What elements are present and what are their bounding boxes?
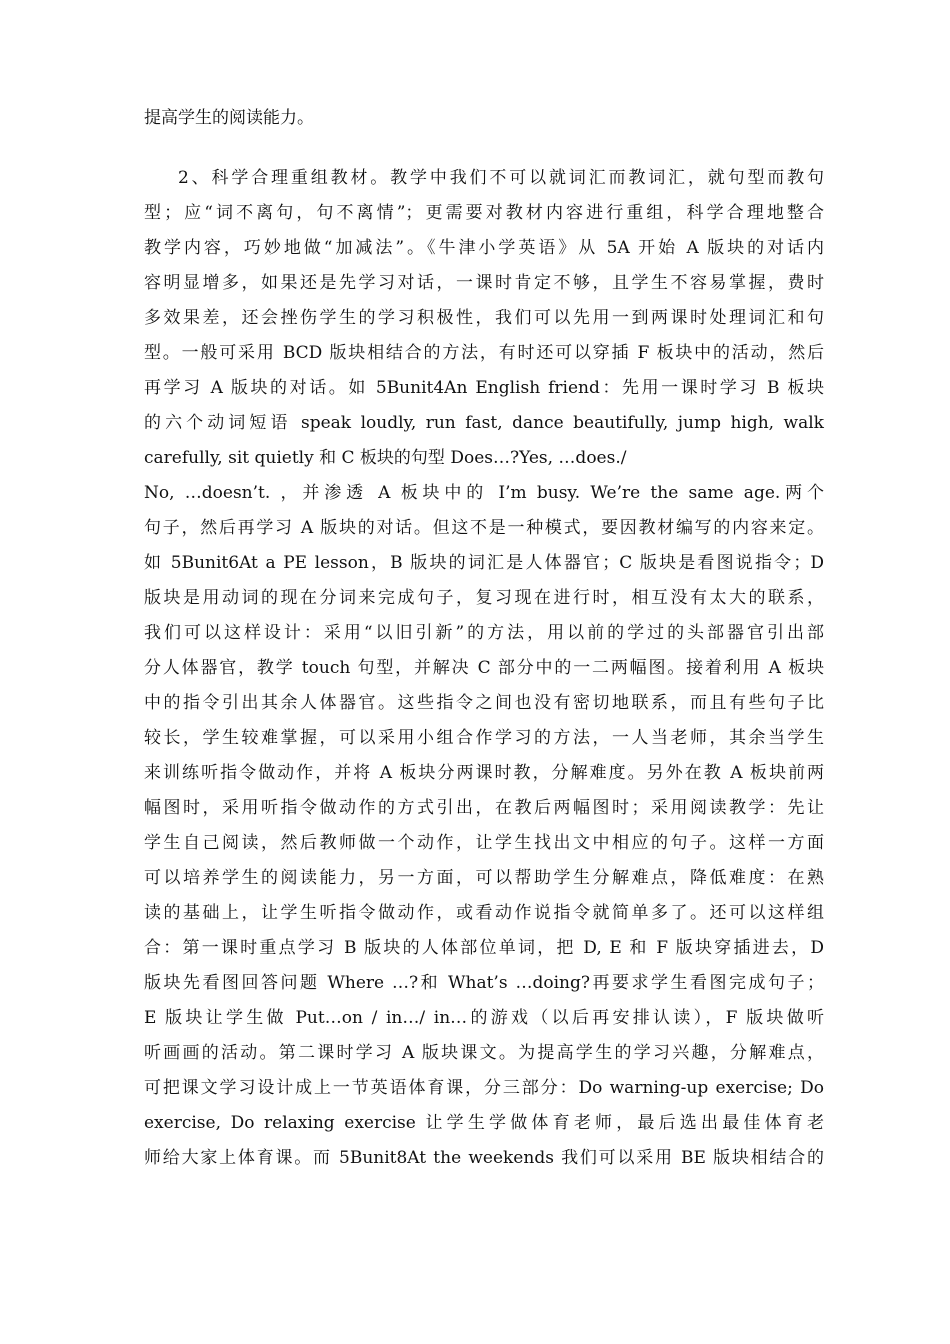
text-line: 师给大家上体育课。而 5Bunit8At the weekends 我们可以采用 BE 版块相结合的: [144, 1148, 824, 1168]
text-line: 的六个动词短语 speak loudly, run fast, dance beautifully, jump high, walk: [144, 413, 824, 433]
text-line: 较长，学生较难掌握，可以采用小组合作学习的方法，一人当老师，其余当学生: [144, 728, 824, 748]
paragraph-restructure-textbook: [144, 161, 824, 1176]
text-line: 听画画的活动。第二课时学习 A 版块课文。为提高学生的学习兴趣，分解难点，: [144, 1043, 824, 1063]
text-line: exercise, Do relaxing exercise 让学生学做体育老师，最后选出最佳体育老: [144, 1113, 824, 1133]
text-line: 型。一般可采用 BCD 版块相结合的方法，有时还可以穿插 F 板块中的活动，然后: [144, 343, 824, 363]
text-line: 幅图时，采用听指令做动作的方式引出，在教后两幅图时；采用阅读教学：先让: [144, 798, 824, 818]
text-line: 版块是用动词的现在分词来完成句子，复习现在进行时，相互没有太大的联系，: [144, 588, 824, 608]
text-line: 2、科学合理重组教材。教学中我们不可以就词汇而教词汇，就句型而教句: [178, 168, 824, 188]
text-line: E 版块让学生做 Put…on / in…/ in…的游戏（以后再安排认读），F 版块做听: [144, 1008, 824, 1028]
paragraph-continuation: [144, 101, 824, 136]
text-line: 容明显增多，如果还是先学习对话，一课时肯定不够，且学生不容易掌握，费时: [144, 273, 824, 293]
text-line: 我们可以这样设计：采用“以旧引新”的方法，用以前的学过的头部器官引出部: [144, 623, 824, 643]
text-line: 版块先看图回答问题 Where …?和 What’s …doing?再要求学生看图完成句子；: [144, 973, 824, 993]
text-line: 再学习 A 版块的对话。如 5Bunit4An English friend：先用一课时学习 B 板块: [144, 378, 824, 398]
text-line: 来训练听指令做动作，并将 A 板块分两课时教，分解难度。另外在教 A 板块前两: [144, 763, 824, 783]
text-line: 分人体器官，教学 touch 句型，并解决 C 部分中的一二两幅图。接着利用 A 板块: [144, 658, 824, 678]
text-line: 合：第一课时重点学习 B 版块的人体部位单词，把 D, E 和 F 版块穿插进去，D: [144, 938, 824, 958]
text-line: 可把课文学习设计成上一节英语体育课，分三部分：Do warning-up exercise; Do: [144, 1078, 824, 1098]
text-line: 可以培养学生的阅读能力，另一方面，可以帮助学生分解难点，降低难度：在熟: [144, 868, 824, 888]
text-line: 句子，然后再学习 A 版块的对话。但这不是一种模式，要因教材编写的内容来定。: [144, 518, 824, 538]
text-line: 教学内容，巧妙地做“加减法”。《牛津小学英语》从 5A 开始 A 版块的对话内: [144, 238, 824, 258]
text-line: 中的指令引出其余人体器官。这些指令之间也没有密切地联系，而且有些句子比: [144, 693, 824, 713]
text-line: No, …doesn’t. ，并渗透 A 板块中的 I’m busy. We’re the same age.两个: [144, 483, 824, 503]
text-line: 型；应“词不离句，句不离情”；更需要对教材内容进行重组，科学合理地整合: [144, 203, 824, 223]
text-line: 提高学生的阅读能力。: [144, 108, 314, 128]
text-line: 如 5Bunit6At a PE lesson，B 版块的词汇是人体器官；C 版块是看图说指令；D: [144, 553, 824, 573]
text-line: carefully, sit quietly 和 C 板块的句型 Does…?Yes, …does./: [144, 448, 627, 468]
text-line: 读的基础上，让学生听指令做动作，或看动作说指令就简单多了。还可以这样组: [144, 903, 824, 923]
text-line: 多效果差，还会挫伤学生的学习积极性，我们可以先用一到两课时处理词汇和句: [144, 308, 824, 328]
text-line: 学生自己阅读，然后教师做一个动作，让学生找出文中相应的句子。这样一方面: [144, 833, 824, 853]
